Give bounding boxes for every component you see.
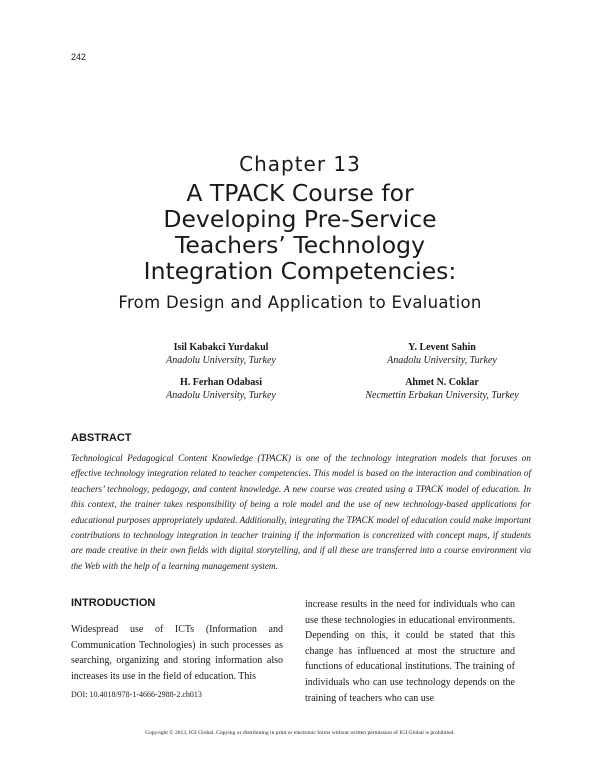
- intro-right-column: increase results in the need for individuals who can use these technologies in educational environments. Depending on this, it could be stated that this change has influenced at most the structure and functions of educational institutions. The training of individuals who can use technology depends on the training of teachers who can use: [305, 599, 515, 704]
- author-name: Ahmet N. Coklar: [405, 377, 479, 388]
- introduction-heading: INTRODUCTION: [71, 597, 156, 609]
- title-line: Developing Pre-Service: [163, 205, 437, 233]
- page-number: 242: [71, 52, 87, 62]
- author-name: Isil Kabakci Yurdakul: [173, 342, 269, 353]
- author-affiliation: Anadolu University, Turkey: [166, 355, 276, 366]
- chapter-subtitle: From Design and Application to Evaluation: [118, 293, 482, 312]
- title-line: Teachers’ Technology: [175, 231, 425, 259]
- doi: DOI: 10.4018/978-1-4666-2988-2.ch013: [71, 690, 202, 699]
- copyright-notice: Copyright © 2013, IGI Global. Copying or distributing in print or electronic forms without written permission of IGI Global is prohibited.: [145, 730, 455, 736]
- intro-left-column: Widespread use of ICTs (Information and Communication Technologies) in such processes as searching, organizing and storing information also increases its use in the field of education. This: [71, 624, 283, 682]
- abstract-text: Technological Pedagogical Content Knowledge (TPACK) is one of the technology integration models that focuses on effective technology integration related to teacher competencies. This model is based on the interaction and combination of teachers’ technology, pedagogy, and content knowledge. A new course was created using a TPACK model of education. In this context, the trainer takes responsibility of being a role model and the use of new technology-based applications for educational purposes appropriately updated. Additionally, integrating the TPACK model of education could make important contributions to technology integration in teacher training if the information is concretized with concept maps, if students are made creative in their own fields with digital storytelling, and if all these are transferred into a course environment via the Web with the help of a learning management system.: [71, 453, 531, 571]
- author-block: [101, 376, 341, 402]
- author-affiliation: Necmettin Erbakan University, Turkey: [365, 390, 519, 401]
- author-name: Y. Levent Sahin: [408, 342, 476, 353]
- author-name: H. Ferhan Odabasi: [180, 377, 262, 388]
- title-line: Integration Competencies:: [143, 257, 457, 285]
- author-block: [101, 341, 341, 367]
- author-affiliation: Anadolu University, Turkey: [166, 390, 276, 401]
- author-affiliation: Anadolu University, Turkey: [387, 355, 497, 366]
- chapter-title: [0, 180, 600, 284]
- title-line: A TPACK Course for: [186, 179, 414, 207]
- chapter-label: Chapter 13: [239, 152, 361, 176]
- author-block: [322, 376, 562, 402]
- author-block: [322, 341, 562, 367]
- abstract-heading: ABSTRACT: [71, 432, 132, 444]
